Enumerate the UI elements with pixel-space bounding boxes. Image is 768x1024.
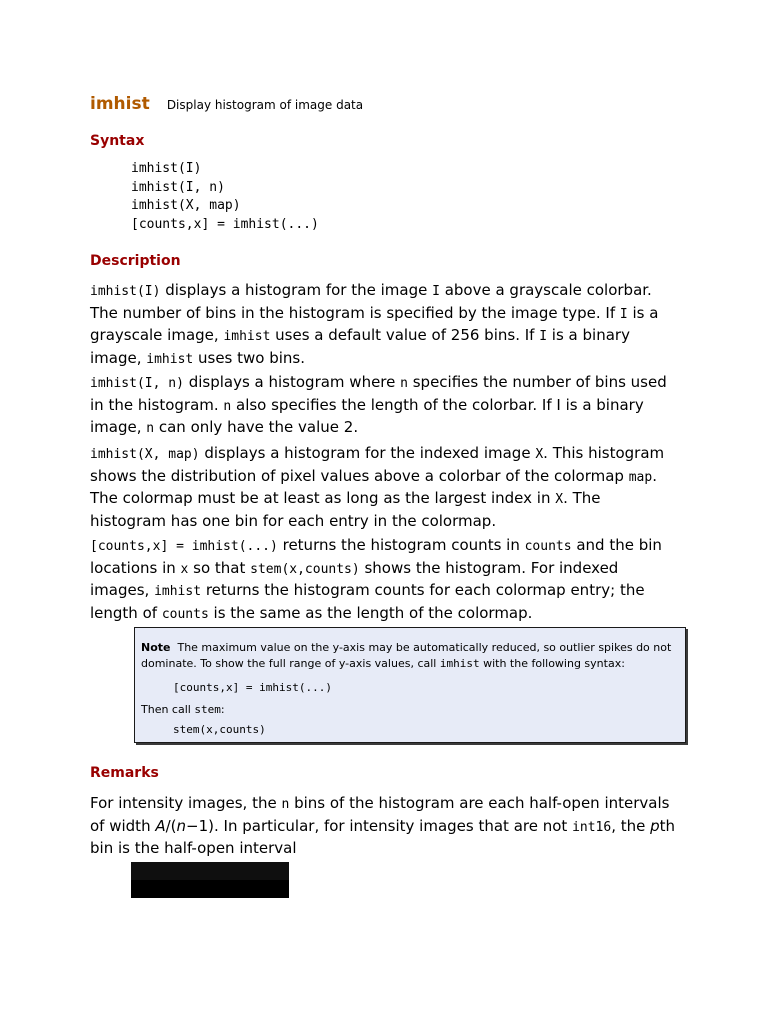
text-run: uses two bins. — [193, 348, 306, 367]
code-term: [counts,x] = imhist(...) — [90, 539, 278, 554]
text-run: and the bin locations in — [90, 536, 662, 577]
text-run: displays a histogram for the image — [160, 281, 433, 299]
text-run: . This histogram shows the distribution of pixel values above a colorbar of the colormap — [90, 444, 665, 485]
text-run: displays a histogram where — [183, 373, 401, 391]
code-term: imhist — [154, 584, 202, 599]
note-text — [141, 640, 679, 672]
text-run: returns the histogram counts for each colormap entry; the length of — [90, 581, 645, 622]
description-paragraph-1 — [90, 280, 680, 370]
code-term: n — [146, 421, 155, 436]
code-term: I — [619, 306, 628, 322]
page-title: imhist — [90, 94, 150, 114]
code-term: int16 — [572, 819, 612, 835]
text-run: For intensity images, the — [90, 794, 282, 812]
text-run: specifies the number of bins used in the histogram. — [90, 373, 667, 414]
text-run: shows the histogram. For indexed images, — [90, 558, 619, 599]
page-subtitle: Display histogram of image data — [166, 98, 364, 112]
code-term: imhist — [223, 329, 271, 344]
formula-row — [131, 862, 289, 880]
description-paragraph-3 — [90, 443, 680, 531]
code-term: stem(x,counts) — [250, 561, 360, 577]
code-term: imhist — [146, 351, 194, 367]
text-run: bins of the histogram are each half-open intervals of width — [90, 794, 670, 835]
math-var: A — [155, 816, 166, 835]
code-term: counts — [524, 539, 572, 554]
code-term: counts — [161, 606, 209, 622]
text-run: Then call — [141, 703, 195, 716]
note-code-line-1: [counts,x] = imhist(...) — [173, 681, 332, 694]
syntax-block — [131, 160, 319, 234]
code-term: X — [555, 492, 564, 507]
syntax-line: [counts,x] = imhist(...) — [131, 216, 319, 232]
text-run: with the following syntax: — [479, 657, 625, 670]
text-run: returns the histogram counts in — [277, 536, 525, 554]
text-run: −1). In particular, for intensity images that are not — [186, 816, 573, 835]
text-run: is the same as the length of the colormap. — [208, 603, 533, 622]
text-run: is a binary image, — [90, 326, 630, 367]
text-run: displays a histogram for the indexed image — [199, 444, 536, 462]
note-then-line — [141, 702, 679, 718]
code-term: imhist(X, map) — [90, 447, 200, 462]
text-run: also specifies the length of the colorbar. If I is a binary image, — [90, 395, 644, 436]
code-term: n — [400, 376, 408, 391]
code-term: imhist — [439, 657, 480, 670]
syntax-line: imhist(X, map) — [131, 198, 241, 213]
code-term: X — [535, 447, 544, 462]
syntax-line: imhist(I, n) — [131, 179, 225, 195]
code-term: map — [628, 469, 653, 485]
code-term: n — [223, 398, 232, 414]
text-run: above a grayscale colorbar. The number of bins in the histogram is specified by the image type. If — [90, 281, 652, 322]
note-code-line-2: stem(x,counts) — [173, 723, 266, 736]
code-term: I — [539, 329, 548, 344]
text-run: . The colormap must be at least as long as the largest index in — [90, 466, 657, 507]
formula-image — [131, 862, 289, 898]
remarks-paragraph — [90, 793, 680, 859]
code-term: stem — [194, 703, 221, 716]
text-run: is a grayscale image, — [90, 303, 659, 344]
text-run: can only have the value 2. — [154, 418, 359, 436]
math-var: n — [176, 816, 187, 835]
code-term: n — [281, 797, 290, 812]
remarks-heading: Remarks — [90, 765, 159, 781]
text-run: /( — [165, 816, 177, 835]
text-run: : — [220, 703, 225, 716]
code-term: imhist(I) — [90, 284, 161, 299]
syntax-line: imhist(I) — [131, 161, 202, 176]
description-paragraph-4 — [90, 535, 680, 625]
code-term: x — [180, 561, 189, 577]
code-term: imhist(I, n) — [90, 376, 184, 391]
description-heading: Description — [90, 253, 181, 269]
text-run: th bin is the half-open interval — [90, 816, 676, 857]
description-paragraph-2 — [90, 372, 680, 440]
math-var: p — [650, 816, 660, 835]
text-run: uses a default value of 256 bins. If — [270, 326, 540, 344]
note-label: Note — [141, 641, 171, 654]
note-box — [134, 627, 686, 743]
title-row — [90, 94, 363, 114]
text-run: so that — [188, 558, 251, 577]
syntax-heading: Syntax — [90, 133, 145, 149]
text-run: , the — [611, 816, 651, 835]
text-run: The maximum value on the y-axis may be automatically reduced, so outlier spikes do not dominate. To show the full range of y-axis values, call — [141, 641, 675, 670]
code-term: I — [432, 284, 440, 299]
text-run: . The histogram has one bin for each entry in the colormap. — [90, 489, 601, 530]
